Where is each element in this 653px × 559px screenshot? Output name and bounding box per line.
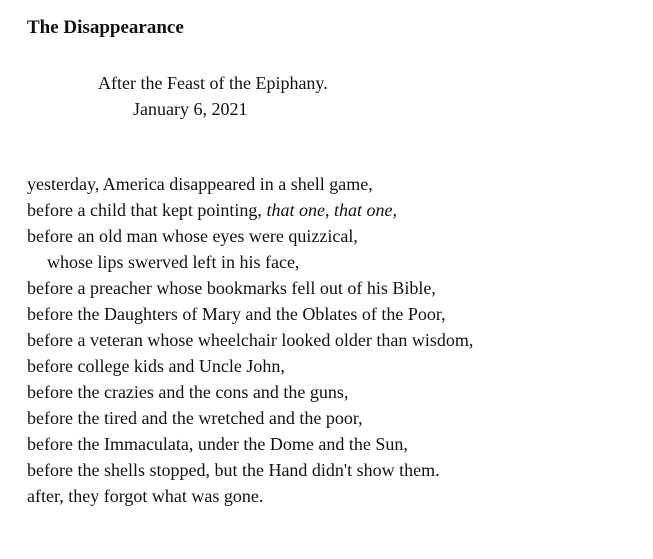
poem-line-2-emphasis-1: that one (266, 200, 325, 220)
poem-line-5: before a preacher whose bookmarks fell out of his Bible, (27, 278, 436, 298)
poem-line-4: whose lips swerved left in his face, (47, 252, 300, 272)
poem-line-2-emphasis-2: that one (333, 200, 393, 220)
poem-line-13: after, they forgot what was gone. (27, 486, 264, 506)
poem-line-11: before the Immaculata, under the Dome and the Sun, (27, 434, 408, 454)
epigraph-line: After the Feast of the Epiphany. (98, 73, 328, 93)
poem-line-2-end: , (392, 200, 397, 220)
poem-line-12: before the shells stopped, but the Hand didn't show them. (27, 460, 440, 480)
poem-line-2-separator: , (324, 200, 334, 220)
poem-line-10: before the tired and the wretched and the poor, (27, 408, 363, 428)
epigraph-date: January 6, 2021 (133, 99, 248, 119)
poem-line-1: yesterday, America disappeared in a shell game, (27, 174, 373, 194)
poem-body (27, 171, 473, 509)
poem-line-6: before the Daughters of Mary and the Oblates of the Poor, (27, 304, 446, 324)
epigraph (98, 70, 328, 122)
poem-line-2-text: before a child that kept pointing, (27, 200, 267, 220)
poem-line-8: before college kids and Uncle John, (27, 356, 285, 376)
poem-line-9: before the crazies and the cons and the guns, (27, 382, 349, 402)
poem-line-7: before a veteran whose wheelchair looked older than wisdom, (27, 330, 474, 350)
poem-title: The Disappearance (27, 17, 184, 38)
poem-line-2 (27, 197, 473, 223)
poem-line-3: before an old man whose eyes were quizzical, (27, 226, 358, 246)
